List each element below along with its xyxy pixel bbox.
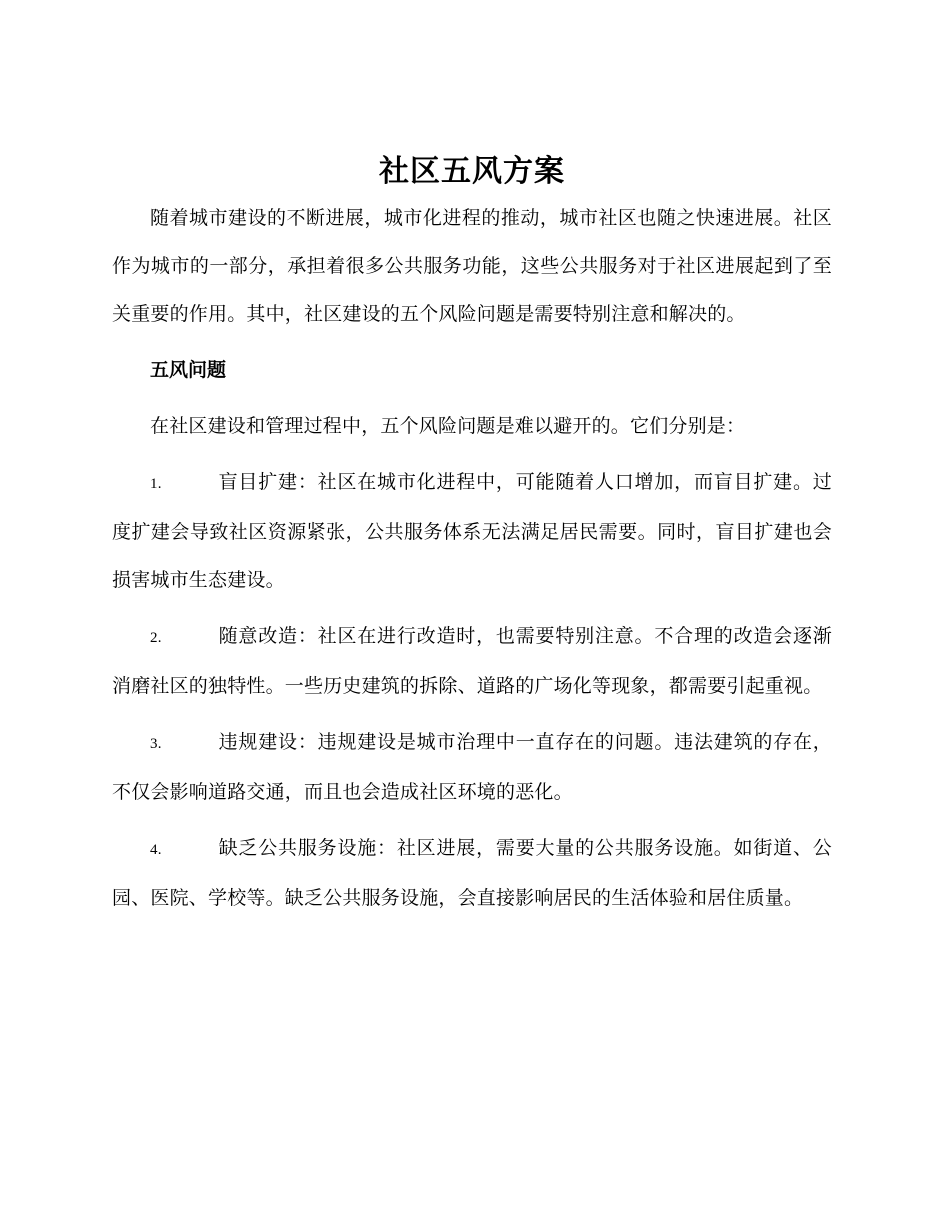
list-item-number: 1. — [150, 476, 162, 492]
section-intro-paragraph: 在社区建设和管理过程中，五个风险问题是难以避开的。它们分别是： — [150, 415, 746, 437]
section-heading: 五风问题 — [150, 359, 227, 381]
document-title: 社区五风方案 — [379, 154, 565, 189]
document-body — [112, 150, 832, 922]
list-item — [112, 458, 832, 604]
list-item — [112, 824, 832, 922]
list-item-text: 盲目扩建：社区在城市化进程中，可能随着人口增加，而盲目扩建。过度扩建会导致社区资源紧张，公共服务体系无法满足居民需要。同时，盲目扩建也会损害城市生态建设。 — [112, 471, 832, 591]
list-item-number: 2. — [150, 630, 162, 646]
list-item-number: 3. — [150, 736, 162, 752]
list-item-text: 随意改造：社区在进行改造时，也需要特别注意。不合理的改造会逐渐消磨社区的独特性。一些历史建筑的拆除、道路的广场化等现象，都需要引起重视。 — [112, 625, 832, 697]
list-item — [112, 612, 832, 710]
list-item-number: 4. — [150, 842, 162, 858]
intro-paragraph: 随着城市建设的不断进展，城市化进程的推动，城市社区也随之快速进展。社区作为城市的一部分，承担着很多公共服务功能，这些公共服务对于社区进展起到了至关重要的作用。其中，社区建设的五个风险问题是需要特别注意和解决的。 — [112, 207, 832, 325]
list-item-text: 违规建设：违规建设是城市治理中一直存在的问题。违法建筑的存在，不仅会影响道路交通，而且也会造成社区环境的恶化。 — [112, 731, 832, 803]
list-item-text: 缺乏公共服务设施：社区进展，需要大量的公共服务设施。如街道、公园、医院、学校等。缺乏公共服务设施，会直接影响居民的生活体验和居住质量。 — [112, 837, 832, 909]
list-item — [112, 718, 832, 816]
